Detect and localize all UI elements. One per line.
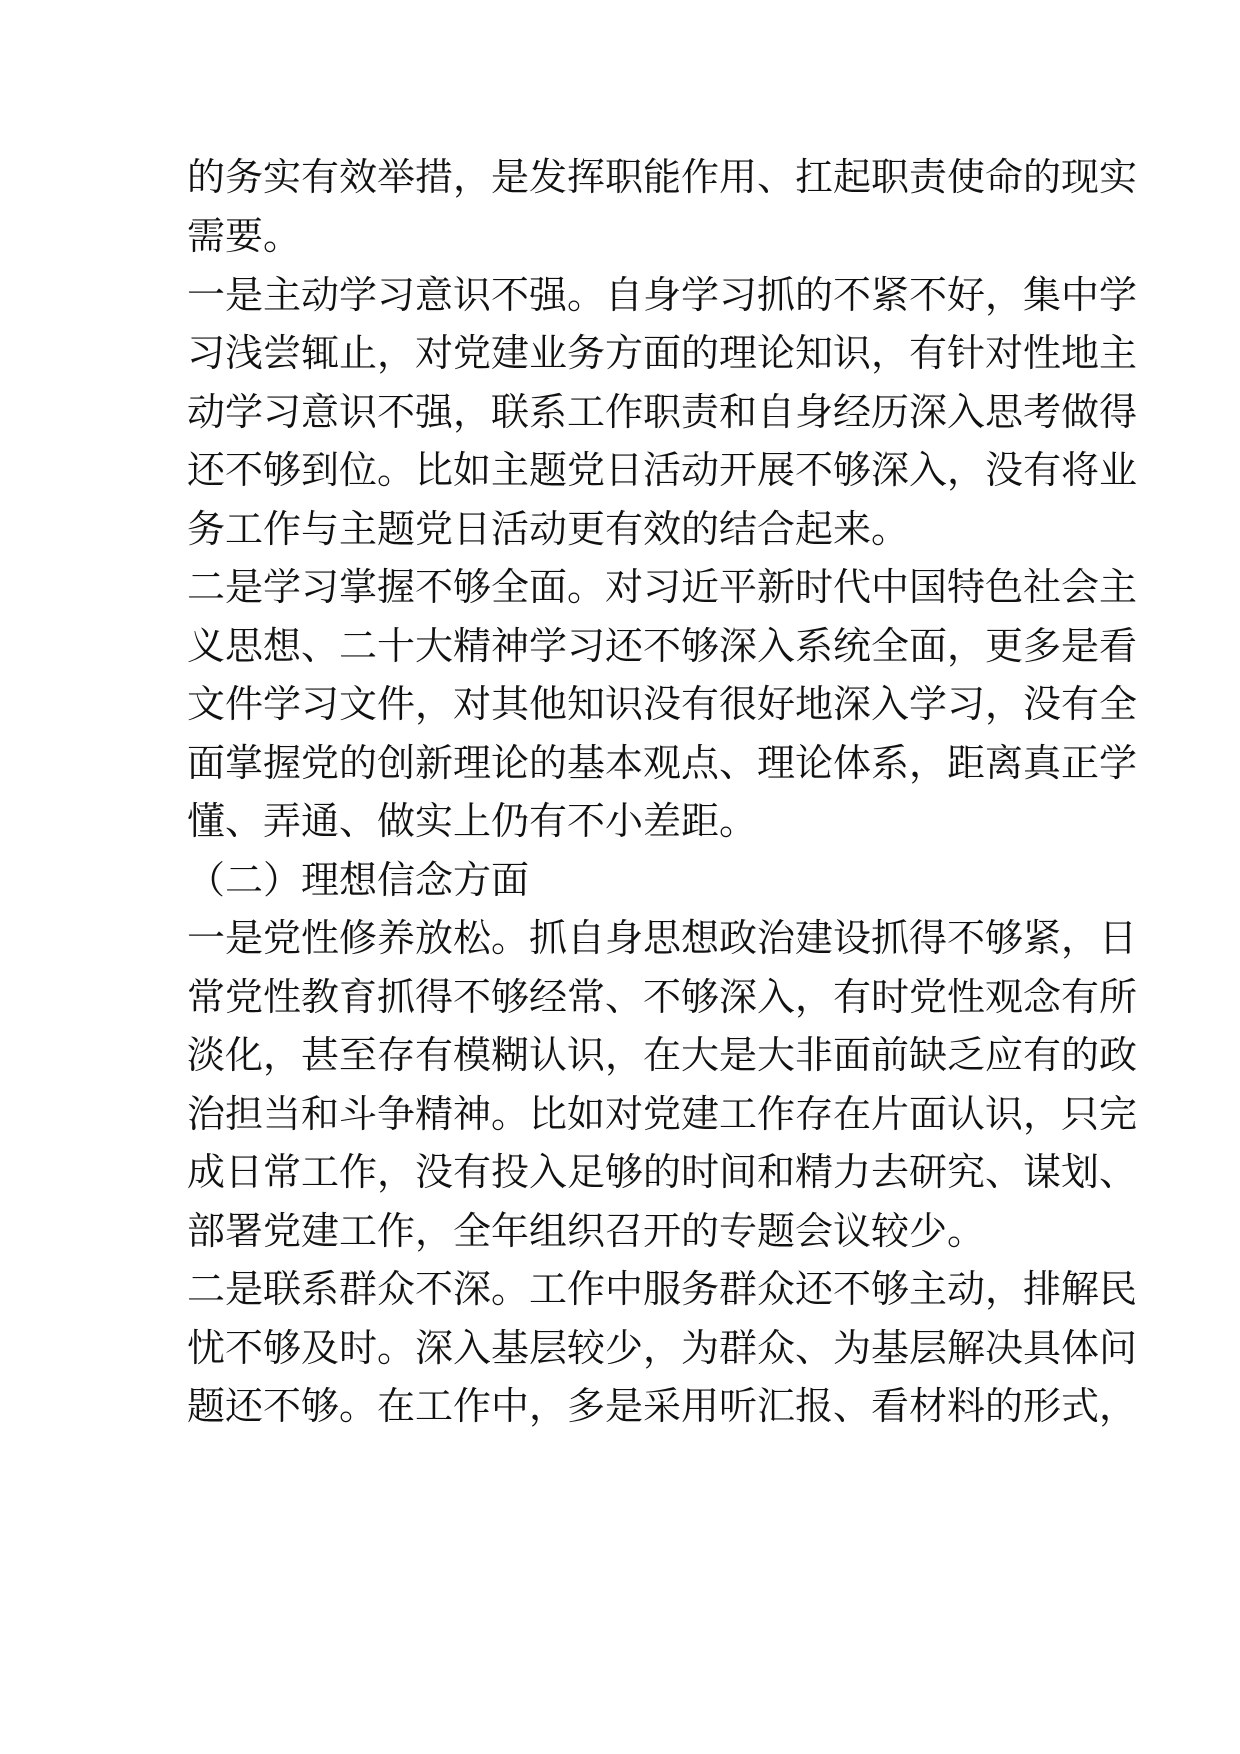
text-line: 面掌握党的创新理论的基本观点、理论体系，距离真正学 xyxy=(187,741,1138,785)
text-line: 二是学习掌握不够全面。对习近平新时代中国特色社会主 xyxy=(187,565,1138,609)
text-line: 题还不够。在工作中，多是采用听汇报、看材料的形式， xyxy=(187,1384,1138,1428)
text-line: 部署党建工作，全年组织召开的专题会议较少。 xyxy=(187,1209,986,1253)
section-heading: （二）理想信念方面 xyxy=(187,858,530,902)
text-line: 动学习意识不强，联系工作职责和自身经历深入思考做得 xyxy=(187,390,1138,434)
text-line: 常党性教育抓得不够经常、不够深入，有时党性观念有所 xyxy=(187,975,1138,1019)
text-line: 懂、弄通、做实上仍有不小差距。 xyxy=(187,799,758,843)
text-line: 还不够到位。比如主题党日活动开展不够深入，没有将业 xyxy=(187,448,1138,492)
text-line: 务工作与主题党日活动更有效的结合起来。 xyxy=(187,507,910,551)
text-line: 义思想、二十大精神学习还不够深入系统全面，更多是看 xyxy=(187,624,1138,668)
text-line: 一是主动学习意识不强。自身学习抓的不紧不好，集中学 xyxy=(187,273,1138,317)
text-line: 的务实有效举措，是发挥职能作用、扛起职责使命的现实 xyxy=(187,155,1138,199)
text-line: 需要。 xyxy=(187,214,302,258)
text-line: 习浅尝辄止，对党建业务方面的理论知识，有针对性地主 xyxy=(187,331,1138,375)
text-line: 一是党性修养放松。抓自身思想政治建设抓得不够紧，日 xyxy=(187,916,1138,960)
text-line: 忧不够及时。深入基层较少，为群众、为基层解决具体问 xyxy=(187,1326,1138,1370)
text-line: 淡化，甚至存有模糊认识，在大是大非面前缺乏应有的政 xyxy=(187,1033,1138,1077)
text-line: 文件学习文件，对其他知识没有很好地深入学习，没有全 xyxy=(187,682,1138,726)
text-line: 成日常工作，没有投入足够的时间和精力去研究、谋划、 xyxy=(187,1150,1138,1194)
text-line: 二是联系群众不深。工作中服务群众还不够主动，排解民 xyxy=(187,1267,1138,1311)
text-line: 治担当和斗争精神。比如对党建工作存在片面认识，只完 xyxy=(187,1092,1138,1136)
